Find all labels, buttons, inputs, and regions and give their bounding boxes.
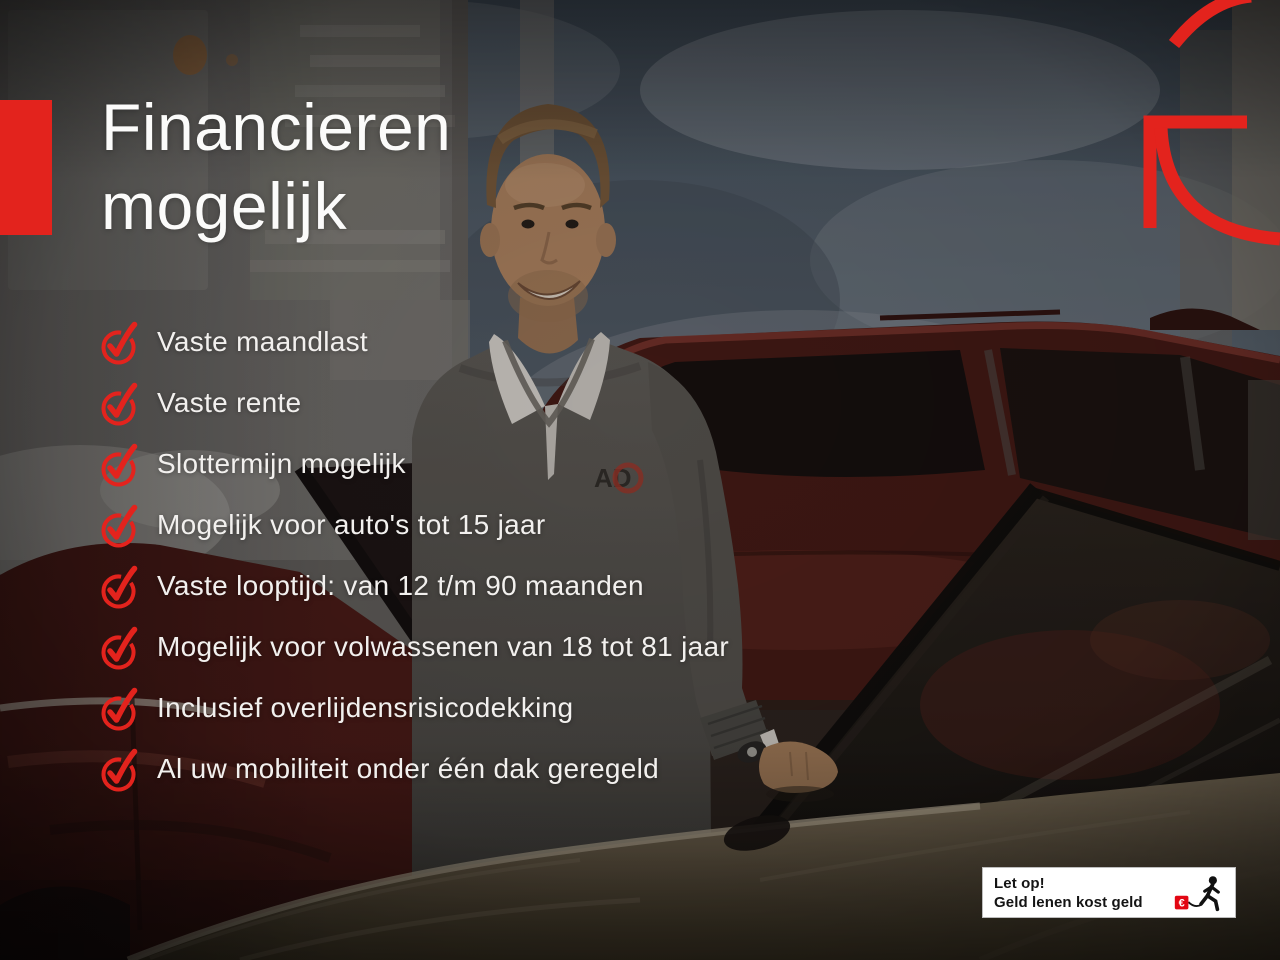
checklist-item-label: Al uw mobiliteit onder één dak geregeld <box>157 753 660 784</box>
warning-line-1: Let op! <box>994 874 1045 892</box>
checklist-item <box>100 442 729 486</box>
checklist-item-label: Vaste rente <box>157 387 302 418</box>
title-line-1: Financieren <box>101 90 452 164</box>
checklist-item <box>100 381 729 425</box>
checklist-item-label: Slottermijn mogelijk <box>157 448 406 479</box>
check-circle-icon <box>100 624 141 671</box>
checklist-item <box>100 564 729 608</box>
check-circle-icon <box>100 441 141 488</box>
accent-bar <box>0 100 52 235</box>
check-circle-icon <box>100 746 141 793</box>
geld-lenen-warning-badge <box>982 867 1236 918</box>
checklist-item-label: Inclusief overlijdensrisicodekking <box>157 692 574 723</box>
money-warning-icon <box>1173 872 1231 914</box>
checklist-item <box>100 320 729 364</box>
checklist-item <box>100 747 729 791</box>
checklist-item <box>100 625 729 669</box>
euro-symbol: € <box>1178 897 1185 910</box>
check-circle-icon <box>100 563 141 610</box>
warning-text <box>994 874 1143 912</box>
checklist-item <box>100 686 729 730</box>
checklist-item-label: Vaste maandlast <box>157 326 368 357</box>
check-circle-icon <box>100 319 141 366</box>
page-title <box>101 88 451 246</box>
checklist-item-label: Mogelijk voor volwassenen van 18 tot 81 jaar <box>157 631 729 662</box>
check-circle-icon <box>100 380 141 427</box>
check-circle-icon <box>100 685 141 732</box>
checklist-item-label: Vaste looptijd: van 12 t/m 90 maanden <box>157 570 644 601</box>
checklist-item-label: Mogelijk voor auto's tot 15 jaar <box>157 509 546 540</box>
title-line-2: mogelijk <box>101 169 348 243</box>
warning-line-2: Geld lenen kost geld <box>994 893 1143 911</box>
benefits-checklist <box>100 320 729 808</box>
walking-figure <box>1201 876 1218 909</box>
check-circle-icon <box>100 502 141 549</box>
checklist-item <box>100 503 729 547</box>
